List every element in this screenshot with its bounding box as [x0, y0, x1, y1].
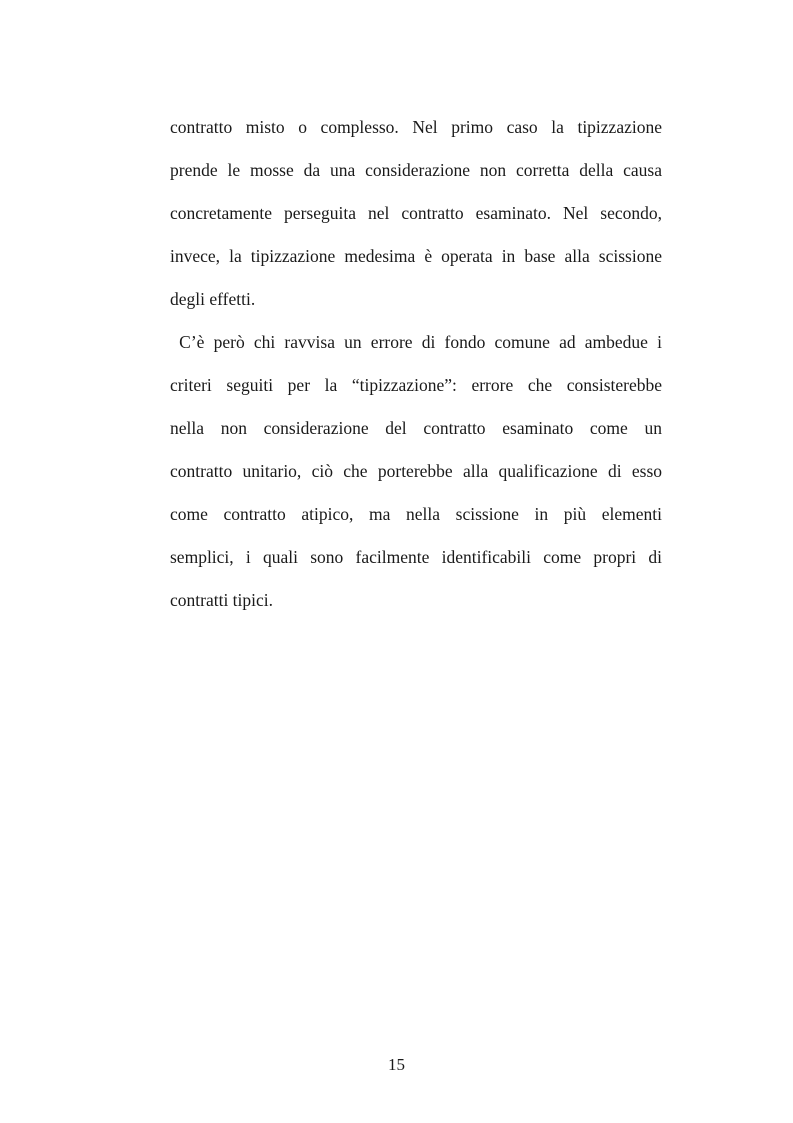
- text-line: prende le mosse da una considerazione non corretta della causa: [170, 160, 662, 180]
- text-line: C’è però chi ravvisa un errore di fondo comune ad ambedue i: [170, 332, 662, 352]
- text-line: degli effetti.: [170, 289, 256, 309]
- text-line: come contratto atipico, ma nella scissione in più elementi: [170, 504, 662, 524]
- text-line: contratto unitario, ciò che porterebbe alla qualificazione di esso: [170, 461, 662, 481]
- text-line: invece, la tipizzazione medesima è operata in base alla scissione: [170, 246, 662, 266]
- text-line: criteri seguiti per la “tipizzazione”: errore che consisterebbe: [170, 375, 662, 395]
- page-number: 15: [388, 1055, 405, 1074]
- text-line: contratto misto o complesso. Nel primo caso la tipizzazione: [170, 117, 662, 137]
- text-line: semplici, i quali sono facilmente identificabili come propri di: [170, 547, 662, 567]
- text-line: nella non considerazione del contratto esaminato come un: [170, 418, 662, 438]
- text-line: contratti tipici.: [170, 590, 274, 610]
- text-line: concretamente perseguita nel contratto esaminato. Nel secondo,: [170, 203, 662, 223]
